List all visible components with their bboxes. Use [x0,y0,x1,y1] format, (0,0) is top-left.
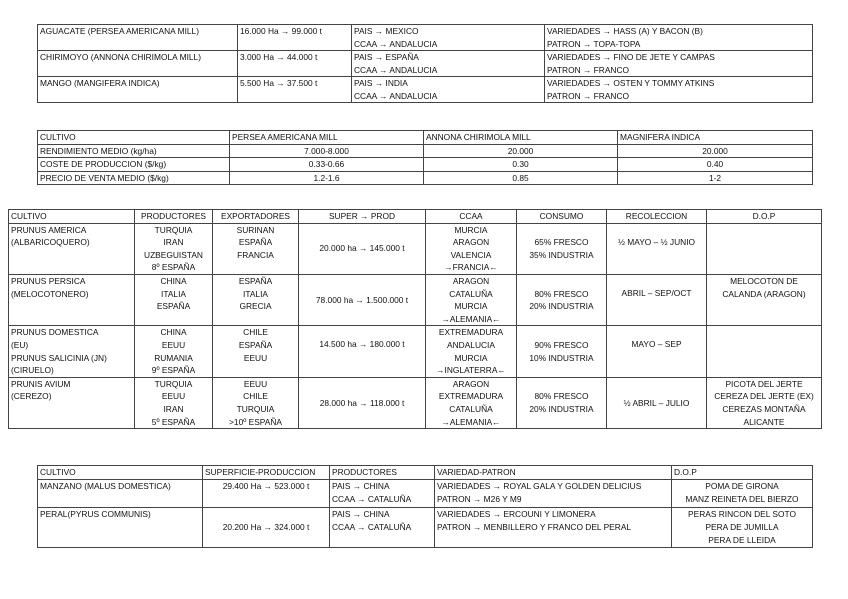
table-row [38,480,813,507]
column-header: SUPER → PROD [299,210,426,224]
exporters-cell: CHILE ESPAÑA EEUU [213,326,299,377]
dop-cell: PERAS RINCON DEL SOTO PERA DE JUMILLA PERA DE LLEIDA [672,507,813,548]
producers-cell: PAIS → CHINA CCAA → CATALUÑA [330,507,435,548]
column-header: SUPERFICIE-PRODUCCION [203,466,330,480]
metric-value: 1-2 [618,171,813,185]
variety-cell: VARIEDADES → ERCOUNI Y LIMONERA PATRON → MENBILLERO Y FRANCO DEL PERAL [435,507,672,548]
crop-name: PRUNUS DOMESTICA (EU) PRUNUS SALICINIA (JN) (CIRUELO) [9,326,135,377]
surface-production: 29.400 Ha → 523.000 t [203,480,330,507]
column-header: PERSEA AMERICANA MILL [230,131,424,145]
origin-cell: PAIS → INDIA CCAA → ANDALUCIA [352,77,545,103]
regions-cell: MURCIA ARAGON VALENCIA →FRANCIA← [426,223,517,274]
table-header-row [9,210,822,224]
column-header: D.O.P [672,466,813,480]
table-row [9,326,822,377]
column-header: PRODUCTORES [330,466,435,480]
exporters-cell: SURINAN ESPAÑA FRANCIA [213,223,299,274]
metric-value: 7.000-8.000 [230,144,424,158]
stone-fruit-table [8,209,822,429]
table-row [38,171,813,185]
dop-cell: MELOCOTON DE CALANDA (ARAGON) [707,274,822,325]
column-header: ANNONA CHIRIMOLA MILL [424,131,618,145]
varieties-cell: VARIEDADES → HASS (A) Y BACON (B) PATRON → TOPA-TOPA [545,25,813,51]
surface-production: 28.000 ha → 118.000 t [299,377,426,428]
producers-cell: TURQUIA EEUU IRAN 5º ESPAÑA [135,377,213,428]
table-header-row [38,131,813,145]
column-header: CULTIVO [38,131,230,145]
variety-cell: VARIEDADES → ROYAL GALA Y GOLDEN DELICIUS PATRON → M26 Y M9 [435,480,672,507]
table-header-row [38,466,813,480]
table-row [38,144,813,158]
metric-value: 20.000 [618,144,813,158]
crop-name: PERAL(PYRUS COMMUNIS) [38,507,203,548]
regions-cell: ARAGON EXTREMADURA CATALUÑA →ALEMANIA← [426,377,517,428]
column-header: PRODUCTORES [135,210,213,224]
tropical-crops-table [37,24,813,103]
table-row [38,158,813,172]
crop-name: PRUNUS AMERICA (ALBARICOQUERO) [9,223,135,274]
surface-production: 5.500 Ha → 37.500 t [238,77,352,103]
producers-cell: CHINA EEUU RUMANIA 9º ESPAÑA [135,326,213,377]
exporters-cell: ESPAÑA ITALIA GRECIA [213,274,299,325]
table-row [9,223,822,274]
dop-cell [707,326,822,377]
pome-fruit-table [37,465,813,548]
crop-name: CHIRIMOYO (ANNONA CHIRIMOLA MILL) [38,51,238,77]
surface-production: 20.200 Ha → 324.000 t [203,507,330,548]
varieties-cell: VARIEDADES → FINO DE JETE Y CAMPAS PATRON → FRANCO [545,51,813,77]
metric-value: 20.000 [424,144,618,158]
dop-cell [707,223,822,274]
table-row [38,25,813,51]
surface-production: 78.000 ha → 1.500.000 t [299,274,426,325]
consumption-cell: 80% FRESCO 20% INDUSTRIA [517,377,607,428]
harvest-cell: ABRIL – SEP/OCT [607,274,707,325]
crop-name: MANZANO (MALUS DOMESTICA) [38,480,203,507]
metric-value: 0.30 [424,158,618,172]
consumption-cell: 80% FRESCO 20% INDUSTRIA [517,274,607,325]
metric-value: 0.40 [618,158,813,172]
surface-production: 16.000 Ha → 99.000 t [238,25,352,51]
column-header: MAGNIFERA INDICA [618,131,813,145]
crop-name: AGUACATE (PERSEA AMERICANA MILL) [38,25,238,51]
column-header: CONSUMO [517,210,607,224]
origin-cell: PAIS → MEXICO CCAA → ANDALUCIA [352,25,545,51]
surface-production: 3.000 Ha → 44.000 t [238,51,352,77]
consumption-cell: 90% FRESCO 10% INDUSTRIA [517,326,607,377]
economics-table [37,130,813,185]
surface-production: 20.000 ha → 145.000 t [299,223,426,274]
exporters-cell: EEUU CHILE TURQUIA >10º ESPAÑA [213,377,299,428]
metric-label: RENDIMIENTO MEDIO (kg/ha) [38,144,230,158]
producers-cell: CHINA ITALIA ESPAÑA [135,274,213,325]
column-header: RECOLECCION [607,210,707,224]
column-header: CULTIVO [9,210,135,224]
metric-value: 1.2-1.6 [230,171,424,185]
column-header: EXPORTADORES [213,210,299,224]
regions-cell: EXTREMADURA ANDALUCIA MURCIA →INGLATERRA← [426,326,517,377]
table-row [38,77,813,103]
crop-name: MANGO (MANGIFERA INDICA) [38,77,238,103]
regions-cell: ARAGON CATALUÑA MURCIA →ALEMANIA← [426,274,517,325]
crop-name: PRUNIS AVIUM (CEREZO) [9,377,135,428]
table-row [38,507,813,548]
table-row [9,377,822,428]
dop-cell: POMA DE GIRONA MANZ REINETA DEL BIERZO [672,480,813,507]
varieties-cell: VARIEDADES → OSTEN Y TOMMY ATKINS PATRON → FRANCO [545,77,813,103]
metric-label: COSTE DE PRODUCCION ($/kg) [38,158,230,172]
table-row [38,51,813,77]
producers-cell: PAIS → CHINA CCAA → CATALUÑA [330,480,435,507]
column-header: CCAA [426,210,517,224]
surface-production: 14.500 ha → 180.000 t [299,326,426,377]
column-header: VARIEDAD-PATRON [435,466,672,480]
origin-cell: PAIS → ESPAÑA CCAA → ANDALUCIA [352,51,545,77]
table-row [9,274,822,325]
harvest-cell: MAYO – SEP [607,326,707,377]
crop-name: PRUNUS PERSICA (MELOCOTONERO) [9,274,135,325]
harvest-cell: ½ MAYO – ½ JUNIO [607,223,707,274]
column-header: D.O.P [707,210,822,224]
metric-value: 0.33-0.66 [230,158,424,172]
column-header: CULTIVO [38,466,203,480]
metric-label: PRECIO DE VENTA MEDIO ($/kg) [38,171,230,185]
harvest-cell: ½ ABRIL – JULIO [607,377,707,428]
metric-value: 0.85 [424,171,618,185]
producers-cell: TURQUIA IRAN UZBEGUISTAN 8º ESPAÑA [135,223,213,274]
consumption-cell: 65% FRESCO 35% INDUSTRIA [517,223,607,274]
dop-cell: PICOTA DEL JERTE CEREZA DEL JERTE (EX) CEREZAS MONTAÑA ALICANTE [707,377,822,428]
